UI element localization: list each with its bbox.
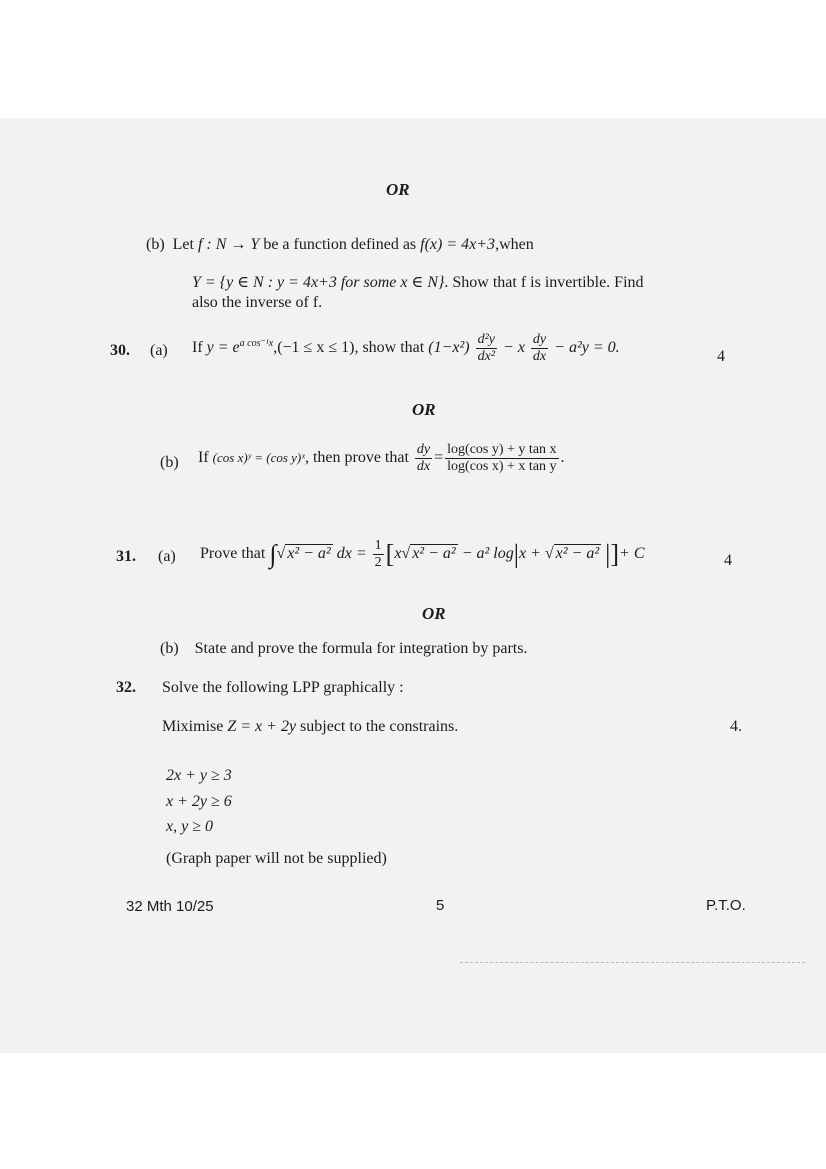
- q30b-equation: (cos x)ʸ = (cos y)ˣ: [212, 450, 305, 466]
- q30a-show: , show that: [354, 339, 425, 357]
- q32-constraint: 2x + y ≥ 3: [166, 767, 232, 784]
- q29b-text: be a function defined as: [259, 236, 421, 253]
- q29b-label: (b): [146, 236, 165, 253]
- q29b-text: Let: [172, 236, 198, 253]
- q32-constraint: x + 2y ≥ 6: [166, 793, 232, 810]
- q30a-second-derivative: $\frac{\text{d²y}}{\text{dx²}}$: [477, 332, 496, 364]
- scanned-page: [0, 118, 826, 1053]
- q30a-first-derivative: $\frac{dy}{dx}$: [532, 332, 547, 364]
- q32-constraint: x, y ≥ 0: [166, 818, 213, 835]
- or-separator-1: OR: [386, 180, 410, 199]
- q29b-definition: f(x) = 4x+3: [420, 236, 496, 253]
- q32-objective: [162, 718, 458, 736]
- q32-title: Solve the following LPP graphically :: [162, 679, 404, 696]
- q32-objective-expression: Z = x + 2y: [227, 718, 297, 735]
- q31b-label: (b): [160, 640, 179, 657]
- q30-number: 30.: [110, 342, 130, 359]
- q31a-x: x: [394, 545, 402, 563]
- q30a-exponent: a cos⁻¹x: [239, 337, 274, 349]
- or-separator-2: OR: [412, 400, 436, 419]
- q31a-integral-sign: ∫: [269, 539, 277, 569]
- q31a-root2: x² − a²: [555, 545, 600, 563]
- q31-number: 31.: [116, 548, 136, 565]
- q30a-tail: − a²y = 0.: [554, 339, 620, 357]
- q29b-function: f : N → Y: [197, 236, 260, 253]
- q32-number: 32.: [116, 679, 136, 696]
- q29b-text: . Show that f is invertible. Find: [444, 274, 644, 291]
- q30b-result-fraction: $\frac{\text{log(cos y) + y tan x}}{\text{log(cos x) + x tan y}}$: [447, 442, 557, 474]
- q30b-statement: [198, 442, 565, 475]
- q32-maximise: Miximise: [162, 718, 224, 735]
- q30b-end: .: [560, 449, 565, 467]
- q31a-integrand: x² − a²: [287, 545, 331, 563]
- q30a-label: (a): [150, 342, 168, 359]
- q29b-line3: also the inverse of f.: [192, 294, 323, 311]
- q31a-minus-log: − a² log: [461, 545, 514, 563]
- q31a-abs-x: x +: [518, 545, 541, 563]
- q31a-prove: Prove that: [200, 545, 266, 563]
- q31a-label: (a): [158, 548, 176, 565]
- q31a-plus-c: + C: [619, 545, 645, 563]
- q30a-statement: [192, 332, 620, 365]
- q30a-term1: (1−x²): [428, 339, 470, 357]
- q31a-bracket-open: [: [385, 539, 395, 569]
- q31a-bracket-close: ]: [610, 539, 620, 569]
- q31a-statement: Prove that ∫√ x² − a² dx = $\frac{1}{2}$ [x√ x² − a² − a² log|x + √ x² − a² |]+ C: [200, 538, 645, 570]
- q32-marks: 4.: [730, 718, 742, 735]
- q29b-text: ,when: [495, 236, 534, 253]
- q30b-if: If: [198, 449, 209, 467]
- q31b-text: State and prove the formula for integration by parts.: [194, 640, 528, 657]
- q31a-root1: x² − a²: [412, 545, 456, 563]
- pto-label: P.T.O.: [706, 897, 746, 914]
- q30a-lhs: y = e: [206, 339, 240, 357]
- q32-subject-to: subject to the constrains.: [300, 718, 459, 735]
- q29b-set: Y = {y ∈ N : y = 4x+3 for some x ∈ N}: [192, 274, 445, 291]
- q30b-equals: =: [434, 449, 444, 467]
- q30a-range: ,(−1 ≤ x ≤ 1): [273, 339, 355, 357]
- q30b-mid: , then prove that: [304, 449, 409, 467]
- q30a-minus-x: − x: [503, 339, 525, 357]
- q30b-dydx: $\frac{dy}{dx}$: [416, 442, 431, 474]
- q30a-marks: 4: [717, 348, 725, 365]
- q31a-half: $\frac{1}{2}$: [374, 538, 382, 570]
- q31b-line: [160, 640, 527, 658]
- q30b-label: (b): [160, 454, 179, 471]
- scan-artifact-line: [460, 962, 805, 963]
- q29b-line1: [146, 236, 534, 254]
- q31a-dx: dx =: [336, 545, 367, 563]
- page-number: 5: [436, 897, 445, 914]
- q30a-if: If: [192, 339, 203, 357]
- q29b-line2: [192, 272, 644, 292]
- paper-code: 32 Mth 10/25: [126, 898, 214, 915]
- q32-note: (Graph paper will not be supplied): [166, 850, 387, 867]
- q31a-marks: 4: [724, 552, 732, 569]
- or-separator-3: OR: [422, 604, 446, 623]
